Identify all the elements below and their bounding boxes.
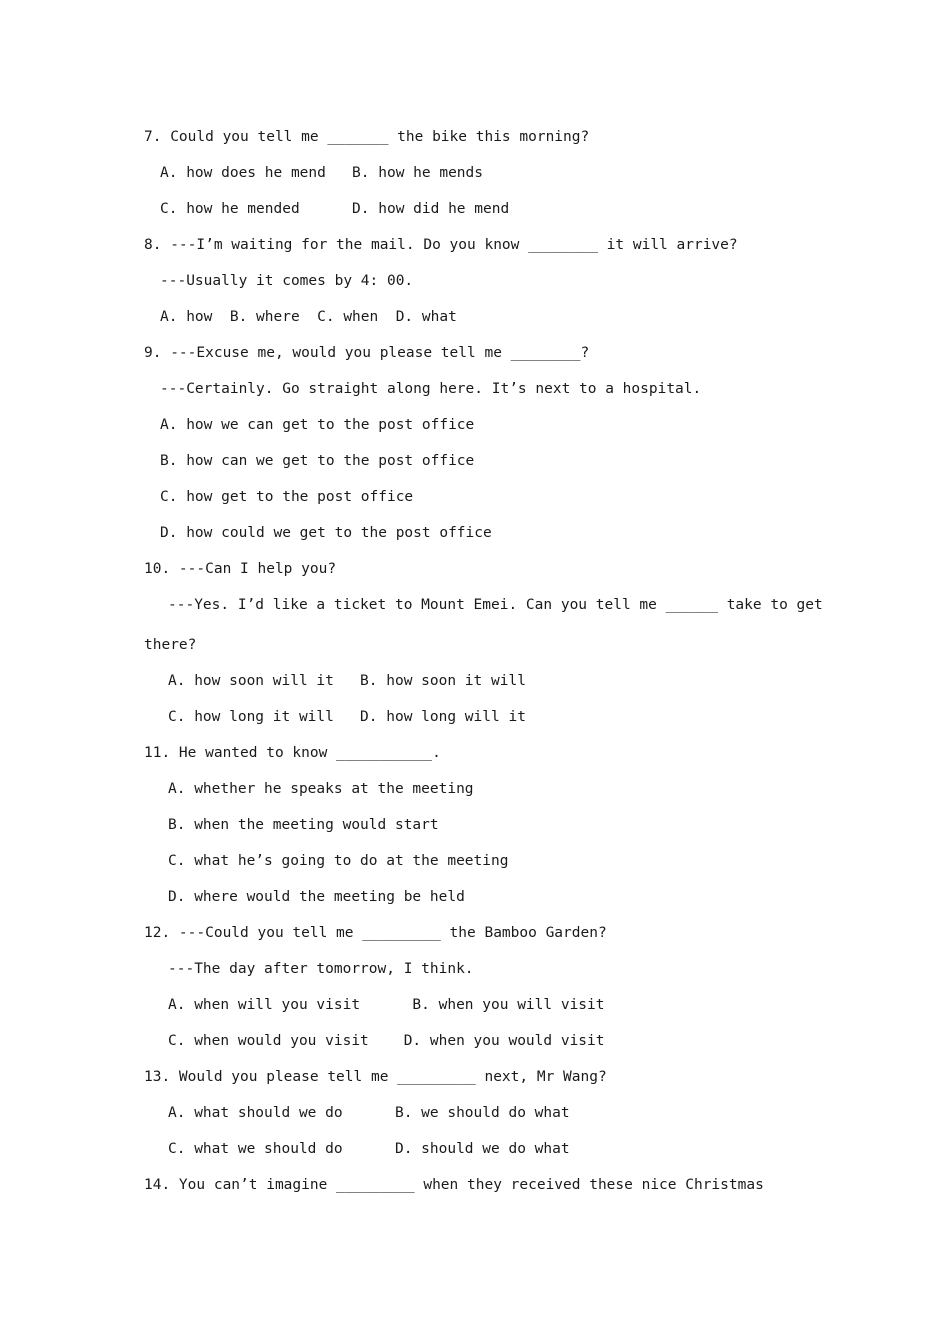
question-9-option-b: B. how can we get to the post office	[160, 453, 475, 469]
question-7-options-ab: A. how does he mend B. how he mends	[160, 165, 484, 181]
question-7-stem: 7. Could you tell me _______ the bike this morning?	[144, 129, 590, 145]
question-12-options-ab: A. when will you visit B. when you will visit	[168, 997, 605, 1013]
question-7-options-cd: C. how he mended D. how did he mend	[160, 201, 510, 217]
question-12-options-cd: C. when would you visit D. when you would visit	[168, 1033, 605, 1049]
question-8-reply: ---Usually it comes by 4: 00.	[160, 273, 414, 289]
question-12-stem: 12. ---Could you tell me _________ the Bamboo Garden?	[144, 925, 607, 941]
question-11-option-d: D. where would the meeting be held	[168, 889, 465, 905]
question-10-reply: ---Yes. I’d like a ticket to Mount Emei. Can you tell me ______ take to get	[168, 597, 823, 613]
question-14-stem: 14. You can’t imagine _________ when they received these nice Christmas	[144, 1177, 764, 1193]
question-9-option-a: A. how we can get to the post office	[160, 417, 475, 433]
question-10-options-ab: A. how soon will it B. how soon it will	[168, 673, 526, 689]
question-8-stem: 8. ---I’m waiting for the mail. Do you know ________ it will arrive?	[144, 237, 738, 253]
question-9-option-c: C. how get to the post office	[160, 489, 414, 505]
question-11-option-b: B. when the meeting would start	[168, 817, 439, 833]
question-10-options-cd: C. how long it will D. how long will it	[168, 709, 526, 725]
question-13-options-cd: C. what we should do D. should we do what	[168, 1141, 570, 1157]
question-13-stem: 13. Would you please tell me _________ next, Mr Wang?	[144, 1069, 607, 1085]
question-13-options-ab: A. what should we do B. we should do what	[168, 1105, 570, 1121]
question-11-option-c: C. what he’s going to do at the meeting	[168, 853, 509, 869]
question-10-stem: 10. ---Can I help you?	[144, 561, 337, 577]
question-8-options: A. how B. where C. when D. what	[160, 309, 457, 325]
question-9-stem: 9. ---Excuse me, would you please tell me ________?	[144, 345, 590, 361]
question-11-stem: 11. He wanted to know ___________.	[144, 745, 441, 761]
question-12-reply: ---The day after tomorrow, I think.	[168, 961, 474, 977]
question-10-reply-continued: there?	[144, 637, 197, 653]
question-9-option-d: D. how could we get to the post office	[160, 525, 492, 541]
question-9-reply: ---Certainly. Go straight along here. It’s next to a hospital.	[160, 381, 702, 397]
question-11-option-a: A. whether he speaks at the meeting	[168, 781, 474, 797]
